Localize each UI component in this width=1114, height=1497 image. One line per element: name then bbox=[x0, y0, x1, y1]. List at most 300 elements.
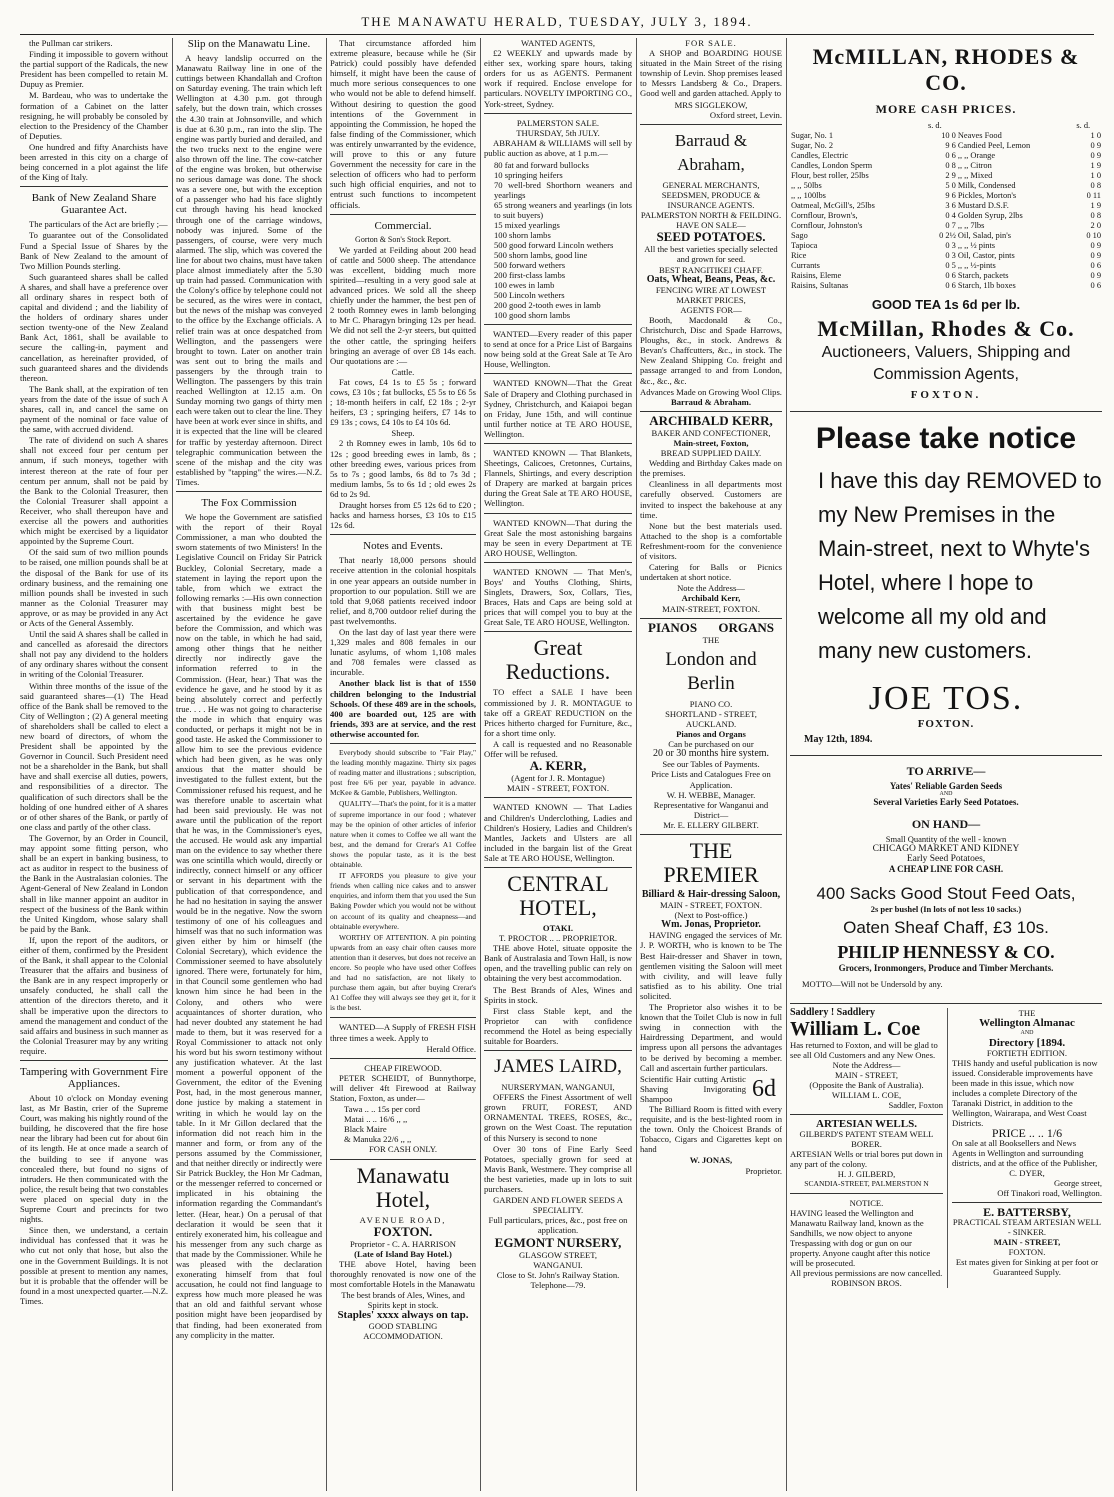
table-cell: Cornflour, Johnston's bbox=[791, 221, 863, 230]
bottom-ads-left bbox=[790, 1008, 948, 1288]
table-cell: Oil, Castor, pints bbox=[957, 251, 1015, 260]
divider bbox=[790, 1193, 943, 1194]
table-row bbox=[790, 201, 1102, 211]
ad-name: ARCHIBALD KERR, bbox=[649, 412, 773, 428]
article-text: Finding it impossible to govern without the partial support of the Radicals, the new President has been compelled to retain M. Dupuy as Premier. bbox=[20, 49, 168, 90]
ad-text: A SHOP and BOARDING HOUSE situated in the Main Street of the rising township of Levin. Shop premises leased to Messrs Landsberg & Co., Drapers. Good well and garden attached. Apply to bbox=[640, 48, 782, 99]
ad-text: The Proprietor also wishes it to be known that the Toilet Club is now in full swing in connection with the Hairdressing Department, and would impress upon all persons the advantages to be derived by becoming a member. Call and ascertain further particulars. bbox=[640, 1002, 782, 1073]
ad-name: MRS SIGGLEKOW, bbox=[674, 99, 748, 110]
ad-text: Full particulars, prices, &c., post free on application. bbox=[488, 1215, 628, 1236]
list-item: 500 good forward Lincoln wethers bbox=[494, 240, 614, 251]
table-cell: 0 6 bbox=[945, 151, 956, 160]
ad-text: None but the best materials used. Attached to the shop is a comfortable Refreshment-room for the convenience of visitors. bbox=[640, 520, 782, 562]
right-panel bbox=[790, 38, 1102, 1491]
table-cell: Rice bbox=[791, 251, 807, 260]
ad-text: Has returned to Foxton, and will be glad to see all Old Customers and any New Ones. bbox=[790, 1040, 938, 1060]
divider bbox=[484, 513, 632, 514]
bottom-ads-right bbox=[948, 1008, 1102, 1288]
table-cell: 0 9 bbox=[1090, 151, 1101, 160]
column-rule bbox=[480, 38, 481, 1491]
table-cell: 0 8 bbox=[1090, 181, 1101, 190]
divider bbox=[484, 1050, 632, 1051]
table-cell: Neaves Food bbox=[957, 131, 1002, 140]
price-table bbox=[790, 121, 1102, 291]
price-box bbox=[640, 1074, 782, 1104]
notice-headline: Please take notice bbox=[815, 422, 1077, 455]
list-item: 100 good shorn lambs bbox=[494, 310, 571, 321]
table-row bbox=[790, 131, 1102, 141]
ad-address: Off Tinakori road, Wellington. bbox=[997, 1188, 1102, 1198]
ad-text: Wedding and Birthday Cakes made on the premises. bbox=[640, 458, 782, 479]
ad-text: (Agent for J. R. Montague) bbox=[511, 773, 605, 784]
list-item: 80 fat and forward bullocks bbox=[494, 160, 589, 171]
table-row bbox=[790, 251, 1102, 261]
ad-text: MOTTO—Will not be Undersold by any. bbox=[802, 979, 943, 989]
ad-name: Barraud & Abraham, bbox=[674, 130, 748, 174]
divider bbox=[790, 1114, 943, 1115]
ad-text: Over 30 tons of Fine Early Seed Potatoes, specially grown for seed at Mavis Bank, Westmere. They comprise all the best varieties, made up in lots to suit purchasers. bbox=[484, 1143, 632, 1195]
ad-text: Small Quantity of the well - known bbox=[885, 834, 1007, 844]
ad-name: PHILIP HENNESSY & CO. bbox=[837, 942, 1055, 962]
divider bbox=[20, 186, 168, 187]
hotel-address: AVENUE ROAD, bbox=[359, 1214, 447, 1225]
divider bbox=[790, 1003, 1102, 1004]
ad-headline: ARTESIAN WELLS. bbox=[816, 1118, 917, 1130]
article-headline: Notes and Events. bbox=[363, 540, 443, 553]
article-text: Until the said A shares shall be called in and cancelled as aforesaid the directors shall not pay any dividend to the holders of any ordinary shares without the consent in writing of the Colonial Treasurer. bbox=[20, 629, 168, 680]
article-text: IT AFFORDS you pleasure to give your friends when calling nice cakes and to answer enquiries, and inform them that you used the Sun Baking Powder which you would not be without on account of its quality and cheapness—and obtainable everywhere. bbox=[330, 871, 476, 931]
ad-text: W. H. WEBBE, Manager. bbox=[666, 789, 756, 800]
table-cell: ,, ,, Mixed bbox=[957, 171, 993, 180]
divider bbox=[484, 797, 632, 798]
ad-text: The Billiard Room is fitted with every requisite, and is the best-lighted room in the town. Only the Choicest Brands of Tobacco, Cigars and Cigarettes kept on hand bbox=[640, 1103, 782, 1155]
ad-date: THURSDAY, 5th JULY. bbox=[516, 127, 600, 138]
ad-text: TO effect a SALE I have been commissioned by J. R. MONTAGUE to take off a GREAT REDUCTION on the Prices hitherto charged for Furniture, &c., for a short time only. bbox=[484, 687, 632, 738]
table-cell: ,, ,, 100lbs bbox=[791, 191, 826, 200]
hotel-proprietor: Proprietor - C. A. HARRISON bbox=[350, 1238, 456, 1249]
column-rule bbox=[636, 38, 637, 1491]
ad-address: PALMERSTON NORTH & FEILDING. bbox=[640, 210, 782, 221]
ad-highlight: GOOD TEA 1s 6d per lb. bbox=[871, 297, 1021, 312]
ad-highlight: SEED POTATOES. bbox=[656, 229, 766, 245]
article-text: 2 th Romney ewes in lamb, 10s 6d to 12s ; good breeding ewes in lamb, 8s ; other breeding ewes, various prices from 5s to 7s ; good lambs, 6s 8d to 7s 3d ; medium lambs, 5s to 6s 1d ; old ewes 2s 6d to 2s 9d. bbox=[330, 438, 476, 499]
table-cell: 0 3 bbox=[945, 251, 956, 260]
table-cell: 0 9 bbox=[1090, 241, 1101, 250]
ad-price: PRICE .. .. 1/6 bbox=[991, 1126, 1063, 1140]
ad-text: Several Varieties Early Seed Potatoes. bbox=[873, 797, 1019, 807]
ad-name: Wellington Almanac bbox=[979, 1017, 1075, 1029]
list-item: 500 shorn lambs, good line bbox=[494, 250, 588, 261]
ad-name: H. J. GILBERD, bbox=[837, 1169, 896, 1179]
ad-address: MAIN - STREET, FOXTON. bbox=[506, 783, 610, 794]
ad-text: ABRAHAM & WILLIAMS will sell by public auction as above, at 1 p.m.— bbox=[484, 137, 632, 158]
ad-name: Wm. Jonas, Proprietor. bbox=[661, 919, 761, 931]
divider bbox=[20, 1060, 168, 1061]
list-item: 65 strong weaners and yearlings (in lots to suit buyers) bbox=[494, 200, 632, 221]
ad-text: PETER SCHEIDT, of Bunnythorpe, will deliver 4ft Firewood at Railway Station, Foxton, as under— bbox=[330, 1072, 476, 1103]
ad-name: William L. Coe bbox=[790, 1018, 921, 1040]
ad-text: Cleanliness in all departments most carefully observed. Customers are invited to inspect the bakehouse at any time. bbox=[640, 479, 782, 520]
table-cell: Sugar, No. 2 bbox=[791, 141, 834, 150]
ad-name: WILLIAM L. COE, bbox=[831, 1090, 902, 1100]
ad-text: Representative for Wanganui and District— bbox=[653, 799, 769, 820]
ad-headline: 400 Sacks Good Stout Feed Oats, bbox=[816, 884, 1076, 903]
price: 6d bbox=[752, 1075, 776, 1102]
divider bbox=[484, 562, 632, 563]
ad-text: Saddler, Foxton bbox=[888, 1100, 943, 1110]
table-cell: 0 6 bbox=[1090, 281, 1101, 290]
table-row bbox=[790, 151, 1102, 161]
table-row bbox=[790, 271, 1102, 281]
divider bbox=[640, 124, 782, 125]
ad-name: Directory [1894. bbox=[988, 1037, 1066, 1049]
ad-subtitle: Auctioneers, Valuers, Shipping and Commission Agents, bbox=[821, 344, 1071, 383]
divider bbox=[484, 324, 632, 325]
article-text: One hundred and fifty Anarchists have been arrested in this city on a charge of being concerned in a plot against the life of the King of Italy. bbox=[20, 141, 168, 183]
table-cell: Candles, Electric bbox=[791, 151, 849, 160]
divider bbox=[330, 214, 476, 215]
ad-text: AND bbox=[1020, 1030, 1034, 1036]
table-cell: 9 6 bbox=[945, 141, 956, 150]
ad-text: WANTED KNOWN—That the Great Sale of Drapery and Clothing purchased in Sydney, Christchurch, and Kaiapoi began on Friday, June 15th, and will continue until further notice at TE ARO HOUSE, Wellington. bbox=[484, 378, 632, 439]
table-header: s. d. bbox=[1076, 121, 1091, 130]
ad-address: WANGANUI. bbox=[533, 1259, 583, 1270]
article-text: Since then, we understand, a certain individual has confessed that it was he who cut not only that hose, but also the one in the Government Buildings. It is not possible at present to mention any names, but it is probable that the offender will be found in a most unexpected quarter.—N.Z. Times. bbox=[20, 1225, 168, 1306]
column-4 bbox=[484, 38, 632, 1491]
table-row bbox=[790, 221, 1102, 231]
article-text: The Governor, by an Order in Council, may appoint some fitting person, who shall be an expert in banking business, to act as auditor in respect to the business of the Bank in the Australasian colonies. The Agent-General of New Zealand in London shall in like manner appoint an auditor in respect of the business of the Bank within the United Kingdom, whose salary shall be paid by the Bank. bbox=[20, 832, 168, 934]
table-cell: 0 8 bbox=[945, 161, 956, 170]
ad-address: FOXTON. bbox=[910, 389, 982, 401]
table-cell: 1 9 bbox=[1090, 161, 1101, 170]
list-item: 10 springing heifers bbox=[494, 170, 563, 181]
table-cell: Sugar, No. 1 bbox=[791, 131, 834, 140]
price-line: Tawa .. .. 15s per cord bbox=[344, 1104, 421, 1115]
ad-name: JAMES LAIRD, bbox=[494, 1056, 622, 1078]
ad-title: WANTED AGENTS, bbox=[521, 38, 595, 48]
table-cell: 0 9 bbox=[1090, 271, 1101, 280]
ad-text: Price Lists and Catalogues Free on Application. bbox=[651, 769, 771, 790]
ad-address: MAIN-STREET, FOXTON. bbox=[662, 603, 760, 614]
table-cell: Starch, packets bbox=[957, 271, 1009, 280]
table-cell: 0 8 bbox=[1090, 211, 1101, 220]
ad-text: Early Seed Potatoes, bbox=[906, 854, 986, 864]
ad-address: FOXTON. bbox=[917, 718, 975, 730]
ad-text: A call is requested and no Reasonable Offer will be refused. bbox=[484, 738, 632, 760]
ad-name: E. BATTERSBY, bbox=[983, 1205, 1071, 1219]
ad-text: Yates' Reliable Garden Seeds bbox=[889, 781, 1003, 791]
hotel-town: FOXTON. bbox=[373, 1223, 433, 1239]
ad-headline: ON HAND— bbox=[911, 817, 981, 831]
article-text: About 10 o'clock on Monday evening last, as Mr Bastin, crier of the Supreme Court, was making his nightly round of the building, he discovered that the fire hose near the library had been cut for about 6in of its length. He at once made a search of the building to see if anyone was concealed there, but found no signs of intruders. He then communicated with the police, the result being that two constables were placed on special duty in the Supreme Court and precincts for two nights. bbox=[20, 1093, 168, 1225]
table-cell: 0 6 bbox=[945, 281, 956, 290]
ad-text: £2 WEEKLY and upwards made by either sex, working spare hours, taking orders for us as AGENTS. Permanent work if required. Enclose envelope for particulars. NOVELTY IMPORTING CO., York-street, Sydney. bbox=[484, 48, 632, 109]
table-header: s. d. bbox=[927, 121, 942, 130]
table-cell: 1 9 bbox=[1090, 201, 1101, 210]
list-item: 200 first-class lambs bbox=[494, 270, 566, 281]
ad-text: See our Tables of Payments. bbox=[662, 759, 760, 770]
article-text: We yarded at Feilding about 200 head of cattle and 5000 sheep. The attendance was excellent, bidding much more spirited—resulting in a very good sale at advanced prices. We sold all the sheep chiefly under the hammer, the best pen of 2 tooth Romney ewes in lamb belonging to Mr C. Pharagyn bringing 12s per head. We did not sell the 2-yr steers, but quitted the other cattle, the springing heifers bringing an average of over £8 14s each. Our quotations are :— bbox=[330, 244, 476, 366]
table-cell: 0 9 bbox=[1090, 251, 1101, 260]
ad-address: SHORTLAND - STREET, bbox=[665, 708, 757, 719]
column-3 bbox=[330, 38, 476, 1491]
ad-name: Archibald Kerr, bbox=[681, 593, 741, 604]
ad-highlight: Staples' xxxx always on tap. bbox=[337, 1309, 469, 1322]
ad-text: HAVING engaged the services of Mr. J. P. WORTH, who is known to be The Best Hair-dresser and Shaver in town, gentlemen visiting the Saloon will meet with civility, and will leave fully satisfied as to his ability. One trial solicited. bbox=[640, 930, 782, 1001]
ad-address: FOXTON. bbox=[1008, 1247, 1046, 1257]
ad-text: WANTED KNOWN — That Men's, Boys' and Youths Clothing, Shirts, Singlets, Drawers, Sox, Collars, Ties, Braces, Hats and Caps are being sold at prices that will compel you to buy at the Great Sale, TE ARO HOUSE, Wellington. bbox=[484, 566, 632, 628]
table-cell: Raisins, Eleme bbox=[791, 271, 842, 280]
divider bbox=[952, 1202, 1102, 1203]
table-row bbox=[790, 281, 1102, 291]
table-row bbox=[790, 241, 1102, 251]
notice-body: I have this day REMOVED to my New Premises in the Main-street, next to Whyte's Hotel, where I hope to welcome all my old and many new customers. bbox=[818, 468, 1102, 663]
ad-text: Proprietor. bbox=[745, 1165, 782, 1176]
ad-text: Scientific Hair cutting Artistic Shaving Invigorating Shampoo bbox=[640, 1073, 746, 1104]
article-text: Within three months of the issue of the said guaranteed shares—(1) The Head office of the Bank shall be removed to the City of Wellington ; (2) A general meeting of shareholders shall be called to elect a new board of directors, of whom the President shall be appointed by the Governor in Council. Such President need not be a shareholder in the Bank, but shall have and shall exercise all duties, powers, and responsibilities of a director. The qualification of such directors shall be the holding of one hundred either of A shares or of other shares of the Bank, or partly of one class and partly of the other class. bbox=[20, 680, 168, 832]
ad-address: AUCKLAND. bbox=[685, 718, 737, 729]
ad-text: HAVING leased the Wellington and Manawatu Railway land, known as the Sandhills, we now object to anyone Trespassing with dog or gun on our property. Anyone caught after this notice will be prosecuted. bbox=[790, 1208, 931, 1268]
ad-text: OFFERS the Finest Assortment of well grown FRUIT, FOREST, AND ORNAMENTAL TREES, ROSES, &c., grown on the West Coast. The reputation of this Nursery is second to none bbox=[484, 1092, 632, 1143]
divider bbox=[640, 411, 782, 412]
ad-address: MAIN - STREET, bbox=[834, 1070, 899, 1080]
ad-text: (Opposite the Bank of Australia). bbox=[809, 1080, 924, 1090]
ad-text: WANTED KNOWN—That during the Great Sale the most astonishing bargains may be seen in every Department at TE ARO HOUSE, Wellington. bbox=[484, 517, 632, 558]
ad-text: Close to St. John's Railway Station. bbox=[496, 1269, 620, 1280]
ad-title: FOR SALE. bbox=[685, 38, 737, 48]
list-item: 15 mixed yearlings bbox=[494, 220, 560, 231]
ad-name: McMILLAN, RHODES & CO. bbox=[812, 44, 1080, 95]
ad-signature: W. JONAS, bbox=[689, 1155, 733, 1166]
masthead-rule bbox=[20, 34, 1094, 35]
table-cell: 0 6 bbox=[1090, 261, 1101, 270]
ad-highlight: Oats, Wheat, Beans, Peas, &c. bbox=[646, 273, 776, 285]
article-text: Such guaranteed shares shall be called A shares, and shall have a preference over all ordinary shares in respect both of capital and dividend ; and the liability of the holders of ordinary shares under section twenty-one of the New Zealand Bank Act, 1861, shall be available to secure the calling-in, payment and cancellation, as hereinafter provided, of such guaranteed shares and the dividends thereon. bbox=[20, 271, 168, 383]
ad-address: Main-street, Foxton, bbox=[673, 438, 749, 448]
table-cell: ,, ,, Orange bbox=[957, 151, 996, 160]
list-item: 100 ewes in lamb bbox=[494, 280, 555, 291]
ad-text: GENERAL MERCHANTS, SEEDSMEN, PRODUCE & INSURANCE AGENTS. bbox=[661, 179, 761, 210]
table-cell: Mustard D.S.F. bbox=[957, 201, 1009, 210]
article-text: Draught horses from £5 12s 6d to £20 ; hacks and harness horses, £3 10s to £15 12s 6d. bbox=[330, 500, 476, 531]
ad-text: WANTED KNOWN — That Ladies and Children's Underclothing, Ladies and Children's Hosiery, Ladies and Children's Mantles, Jackets and Ulsters are all included in the bargain list of the Great Sale at TE ARO HOUSE, Wellington. bbox=[484, 802, 632, 863]
ad-text: FORTIETH EDITION. bbox=[986, 1048, 1068, 1058]
ad-name: JOE TOS. bbox=[868, 680, 1024, 717]
article-text: A heavy landslip occurred on the Manawatu Railway line in one of the cuttings between Khandallah and Crofton on Saturday evening. The train which left Wellington at 4.30 p.m. got through safely, but the down train, which crosses the 4.30 train at Johnsonville, and which is due at 6.30 p.m., ran into the slip. The engine was partly buried and derailed, and the two trucks next to the engine were also thrown off the line. The cow-catcher of the engine was broken, but otherwise no serious damage was done. The shock was a severe one, but with the exception of a passenger who had his face slightly cut through having his head knocked through one of the carriage windows, nobody was injured. Some of the passengers, of course, were very much alarmed. The slip, which was covered the line for about two chains, must have taken place almost immediately after the 5.30 up train had passed. Communication with the Colony's office by telephone could not be secured, as the wires were in contact, but the news of the mishap was conveyed to the office by the Exchange officials. A relief train was at once despatched from Wellington, and the passengers were brought to town. Later on another train was sent out to bring the mails and passengers by the through train to Wellington. The passengers by this train reached Wellington at 12.15 a.m. On Sunday morning two gangs of thirty men each were taken out to clear the line. They have been at work ever since in shifts, and it is expected that the line will be cleared for traffic by yesterday afternoon. Direct telegraphic communication between the scene of the mishap and the city was established by "tapping" the wires.—N.Z. Times. bbox=[176, 53, 322, 487]
article-text: Everybody should subscribe to "Fair Play," the leading monthly magazine. Thirty six pages of reading matter and illustrations ; subscription, post free 6/6 per year, payable in advance. McKee & Gamble, Publishers, Wellington. bbox=[330, 748, 476, 798]
hotel-name: Manawatu Hotel, bbox=[356, 1162, 450, 1212]
ad-text: First class Stable kept, and the Proprietor can with confidence recommend the Hotel as being especially suitable for Boarders. bbox=[484, 1005, 632, 1046]
ad-text: AGENTS FOR— bbox=[680, 304, 742, 315]
section-label: Cattle. bbox=[391, 366, 415, 377]
ad-name: THE PREMIER bbox=[663, 838, 759, 887]
column-rule bbox=[326, 38, 327, 1491]
table-row bbox=[790, 261, 1102, 271]
ad-text: The Best Brands of Ales, Wines and Spirits in stock. bbox=[484, 984, 632, 1005]
table-cell: Starch, 1lb boxes bbox=[957, 281, 1016, 290]
table-cell: Oatmeal, McGill's, 25lbs bbox=[791, 201, 875, 210]
ad-subtitle: PRACTICAL STEAM ARTESIAN WELL - SINKER. bbox=[952, 1217, 1102, 1237]
divider bbox=[484, 113, 632, 114]
ad-text: Grocers, Ironmongers, Produce and Timber Merchants. bbox=[838, 963, 1054, 973]
table-cell: Candied Peel, Lemon bbox=[957, 141, 1031, 150]
column-2 bbox=[176, 38, 322, 1491]
ad-headline: Great Reductions. bbox=[505, 635, 611, 685]
list-item: 500 Lincoln wethers bbox=[494, 290, 565, 301]
table-cell: Raisins, Sultanas bbox=[791, 281, 849, 290]
ad-signature: Barraud & Abraham. bbox=[671, 396, 751, 407]
ad-headline: NOTICE. bbox=[849, 1198, 884, 1208]
ad-name: McMillan, Rhodes & Co. bbox=[817, 316, 1075, 341]
table-cell: Candles, London Sperm bbox=[791, 161, 873, 170]
masthead: THE MANAWATU HERALD, TUESDAY, JULY 3, 1894. bbox=[361, 14, 753, 29]
ad-headline: TO ARRIVE— bbox=[906, 764, 986, 778]
bottom-ads bbox=[790, 1008, 1102, 1288]
divider bbox=[330, 1159, 476, 1160]
ad-name: A. KERR, bbox=[529, 758, 587, 774]
ad-title: CHEAP FIREWOOD. bbox=[364, 1062, 442, 1073]
divider bbox=[640, 618, 782, 619]
divider bbox=[484, 373, 632, 374]
ad-signature: ROBINSON BROS. bbox=[831, 1278, 902, 1288]
table-cell: Currants bbox=[791, 261, 820, 270]
table-cell: 2 0 bbox=[1090, 221, 1101, 230]
ad-title: PALMERSTON SALE. bbox=[516, 117, 600, 128]
ad-address: Oxford street, Levin. bbox=[709, 109, 782, 120]
table-cell: 0 5 bbox=[945, 261, 956, 270]
ad-text: Note the Address— bbox=[832, 1060, 901, 1070]
ad-text: All the best varieties specially selected and grown for seed. bbox=[644, 244, 778, 265]
sale-list bbox=[494, 160, 632, 320]
divider bbox=[790, 411, 1102, 412]
table-cell: ,, ,, ½-pints bbox=[957, 261, 996, 270]
ad-highlight: A CHEAP LINE FOR CASH. bbox=[888, 864, 1004, 874]
table-cell: 0 3 bbox=[945, 241, 956, 250]
ad-text: CHICAGO MARKET AND KIDNEY bbox=[872, 844, 1020, 854]
article-text: M. Bardeau, who was to undertake the formation of a Cabinet on the latter resigning, he will probably be consoled by election to the Presidency of the Chamber of Deputies. bbox=[20, 90, 168, 141]
table-cell: 0 6 bbox=[945, 271, 956, 280]
ad-address: MAIN - STREET, FOXTON. bbox=[659, 900, 763, 911]
ad-address: MAIN - STREET, bbox=[993, 1237, 1061, 1247]
table-cell: 9 6 bbox=[945, 191, 956, 200]
ad-highlight: GARDEN AND FLOWER SEEDS A SPECIALITY. bbox=[493, 1195, 623, 1216]
article-text: The particulars of the Act are briefly ;— bbox=[29, 219, 168, 230]
ad-text: Est mates given for Sinking at per foot or Guaranteed Supply. bbox=[955, 1257, 1099, 1277]
table-row bbox=[790, 141, 1102, 151]
article-text: WORTHY OF ATTENTION. A pin pointing upwards from an easy chair often causes more attention than it deserves, but does not receive an encore. So people who have used other Coffees and had no satisfaction, are not likely to purchase them again, but after buying Crerar's A1 Coffee they will always see they get it, for it is the best. bbox=[330, 932, 476, 1013]
ad-date: May 12th, 1894. bbox=[804, 734, 873, 745]
ad-name: London and Berlin bbox=[665, 648, 757, 694]
column-1 bbox=[20, 38, 168, 1491]
table-cell: Pickles, Morton's bbox=[957, 191, 1017, 200]
article-subhead: Gorton & Son's Stock Report. bbox=[355, 234, 451, 244]
divider bbox=[640, 834, 782, 835]
ad-text: WANTED—A Supply of FRESH FISH three times a week. Apply to bbox=[330, 1022, 476, 1043]
divider bbox=[176, 491, 322, 492]
ad-text: BEST RANGITIKEI CHAFF. bbox=[659, 264, 763, 275]
table-cell: 2 9 bbox=[945, 171, 956, 180]
article-text: QUALITY—That's the point, for it is a matter of supreme importance in our food ; whatever may be the opinion of other articles of inferior nature when it comes to Coffee we all want the best, and the demand for Crerar's A1 Coffee shows the popular taste, as it is the best obtainable. bbox=[330, 799, 476, 870]
table-cell: 1 0 bbox=[1090, 171, 1101, 180]
table-cell: 0 11 bbox=[1086, 191, 1101, 200]
hotel-note: (Late of Island Bay Hotel.) bbox=[354, 1248, 452, 1259]
ad-address: GLASGOW STREET, bbox=[519, 1249, 597, 1260]
table-cell: Sago bbox=[791, 231, 808, 240]
ad-text: THE bbox=[702, 634, 720, 645]
article-text: the Pullman car strikers. bbox=[29, 38, 113, 48]
ad-text: GILBERD'S PATENT STEAM WELL BORER. bbox=[799, 1129, 934, 1149]
ad-subtitle: NURSERYMAN, WANGANUI, bbox=[501, 1082, 615, 1093]
article-text: If, upon the report of the auditors, or either of them, confirmed by the President of the Bank, it shall appear to the Colonial Treasurer that the affairs and business of the Bank are in any respect improperly or unsafely conducted, he shall call the attention of the directors thereto, and it shall be imperative upon the directors to amend the management and conduct of the said affairs and business in such manner as the Colonial Treasurer may by any writing require. bbox=[20, 934, 168, 1056]
ad-subtitle: BAKER AND CONFECTIONER, bbox=[651, 427, 771, 438]
ad-text: FENCING WIRE AT LOWEST MARKET PRICES, bbox=[655, 284, 767, 305]
ad-text: WANTED—Every reader of this paper to send at once for a Price List of Bargains now being sold at the Great Sale at Te Aro House, Wellington. bbox=[484, 329, 632, 370]
table-row bbox=[790, 191, 1102, 201]
article-text: We hope the Government are satisfied with the report of their Royal Commissioner, a man who doubted the sworn statements of two Ministers! In the Legislative Council on Friday Sir Patrick Buckley, Colonial Secretary, made a statement in laying the report upon the table, from which we extract the following remarks :—His own connection with that business might best be ascertained by the evidence he gave before the Commission, and which was now on the table, in which he had said, among other things that he neither directly nor indirectly gave the information referred to in the Commission. (Hear, hear.) That was the evidence he gave, and he stood by it as being absolutely correct and perfectly true. . . . He was not going to characterise the mode in which that enquiry was conducted, or perhaps it might not be in good taste. He asked the Commissioner to allow him to see the previous evidence which had been given, as he was only anxious that the matter should be investigated to the fullest extent, but the Commissioner refused his request, and he was therefore unable to ascertain what had been said previously. He was not aware until the publication of the report that he was, in the Commissioner's eyes, the accused. He would ask any impartial man on the evidence to say whether there was one scintilla which would, directly or indirectly, connect himself or any officer or servant in his department with the publication of that correspondence, and he had no hesitation in saying the answer would be in the negative. Now the sworn testimony of one of his colleagues and himself was that no such information was given either by him or himself (the Colonial Secretary), which evidence the Commissioner seemed to have absolutely ignored. There were, fortunately for him, in that Council some gentlemen who had known him since he had been in the Colony, and others who were acquaintances of shorter duration, who had never doubted any statement he had made to them, but it was reserved for a Royal Commissioner to attack not only his word but his sworn testimony without any justification whatever. At the last moment a powerful opponent of the Government, the editor of the Evening Post, had, in the most generous manner, done justice by making a statement in writing in which he would lay on the table. In it Mr Gillon declared that the information did not reach him in the manner and form, or from any of the persons assumed by the Commissioner, and that neither directly or indirectly were Sir Patrick Buckley, the Hon Mr Cadman, or the messenger referred to concerned or implicated in his obtaining the information regarding the Commandant's letter. (Hear, hear.) On a perusal of that declaration it would be seen that it entirely exonerated him, his colleague and his messenger from any such charge as that made by the Commissioner. While he was pleased with the declaration exonerating himself from that foul accusation, he could not find language to express how much more pleased he was that an old and faithful servant whose position might have been jeopardised by that finding, had been exonerated from any complicity in the matter. bbox=[176, 512, 322, 1340]
ad-text: THIS handy and useful publication is now issued. Considerable improvements have been made in this issue, which now includes a complete Directory of the Taranaki District, in addition to the Wellington, Wairarapa, and West Coast Districts. bbox=[952, 1058, 1098, 1128]
article-text: The rate of dividend on such A shares shall not exceed four per centum per annum, if such moneys, together with interest thereon at the rate of four per centum per annum, shall not be paid by the Bank to the Colonial Treasurer, then the Colonial Treasurer shall appoint a Receiver, who shall thereupon have and exercise all the powers and authorities which might be exercised by a liquidator appointed by the Supreme Court. bbox=[20, 435, 168, 547]
column-5 bbox=[640, 38, 782, 1491]
ad-headline: Oaten Sheaf Chaff, £3 10s. bbox=[843, 918, 1049, 937]
table-cell: Tapioca bbox=[791, 241, 818, 250]
ad-name: EGMONT NURSERY, bbox=[494, 1234, 622, 1250]
table-cell: ,, ,, Citron bbox=[957, 161, 992, 170]
list-item: 100 shorn lambs bbox=[494, 230, 551, 241]
ad-text: HAVE ON SALE— bbox=[676, 220, 746, 231]
hotel-town: OTAKI. bbox=[542, 922, 574, 933]
ad-text: Telephone—79. bbox=[530, 1279, 586, 1290]
ad-text: 2s per bushel (In lots of not less 10 sacks.) bbox=[870, 904, 1022, 914]
article-headline: The Fox Commission bbox=[201, 497, 297, 510]
section-label: Sheep. bbox=[391, 428, 415, 439]
article-text: That nearly 18,000 persons should receive attention in the colonial hospitals in one year appears an outside number in proportion to our population. Still we are told that 9,068 patients received indoor relief, and 8,700 outdoor relief during the past twelvemonths. bbox=[330, 555, 476, 626]
ad-text: BREAD SUPPLIED DAILY. bbox=[660, 448, 762, 459]
ad-signature: Herald Office. bbox=[426, 1043, 476, 1054]
ad-text: THE bbox=[1018, 1008, 1036, 1018]
article-text: Another black list is that of 1550 children belonging to the Industrial Schools. Of these 489 are in the schools, 400 are boarded out, 125 are with friends, 393 are at service, and the rest otherwise accounted for. bbox=[330, 678, 476, 739]
ad-text: ARTESIAN Wells or trial bores put down in any part of the colony. bbox=[790, 1149, 943, 1169]
divider bbox=[484, 443, 632, 444]
table-cell: 0 4 bbox=[945, 211, 956, 220]
table-cell: 5 0 bbox=[945, 181, 956, 190]
price-line: Black Maire bbox=[344, 1124, 387, 1135]
table-row bbox=[790, 161, 1102, 171]
divider bbox=[330, 534, 476, 535]
ad-text: WANTED KNOWN — That Blankets, Sheetings, Calicoes, Cretonnes, Curtains, Flannels, Shirtings, and every description of Drapery are marked at bargain prices during the Great Sale at TE ARO HOUSE, Wellington. bbox=[484, 447, 632, 509]
ad-text: Advances Made on Growing Wool Clips. bbox=[640, 386, 782, 397]
table-cell: 0 10 bbox=[1086, 231, 1101, 240]
divider bbox=[330, 743, 476, 744]
ad-text: Booth, Macdonald & Co., Christchurch, Disc and Spade Harrows, Ploughs, &c., in stock. Andrews & Bevan's Chaffcutters, &c., in stock. The New Zealand Shipping Co. freight and passage arranged to and from London, &c., &c., &c. bbox=[640, 314, 782, 386]
ad-text: All previous permissions are now cancelled. bbox=[790, 1268, 943, 1278]
table-cell: 1 0 bbox=[1090, 131, 1101, 140]
price-line: & Manuka 22/6 ,, ,, bbox=[344, 1134, 412, 1145]
price-line: Matai .. .. 16/6 ,, ,, bbox=[344, 1114, 408, 1125]
ad-address: George street, bbox=[1053, 1178, 1102, 1188]
ad-headline: Saddlery ! Saddlery bbox=[790, 1007, 876, 1018]
list-item: 200 good 2-tooth ewes in lamb bbox=[494, 300, 601, 311]
column-rule bbox=[172, 38, 173, 1491]
article-headline: Tampering with Government Fire Appliances. bbox=[20, 1066, 168, 1090]
table-cell: ,, ,, 7lbs bbox=[957, 221, 985, 230]
article-text: Fat cows, £4 1s to £5 5s ; forward cows, £3 10s ; fat bullocks, £5 5s to £6 5s ; 18-month heifers in calf, £2 18s ; 2-yr heifers, £3 ; springing heifers, £7 14s to £9 13s ; cows, £4 10s to £4 10s 6d. bbox=[330, 376, 476, 428]
article-text: That circumstance afforded him extreme pleasure, because while he (Sir Patrick) could possibly have defended himself, it might have been the cause of much more serious consequences to one who would not be able to defend himself. Without desiring to question the good intentions of the Government in appointing the Commission, he hoped the false finding of the Commissioner, which was entirely unwarranted by the evidence, will prove to this or any future Government the necessity for care in the selection of officers who had to perform such high official enquiries, and not to entrust such functions to incompetent officials. bbox=[330, 38, 476, 210]
ad-text: (Next to Post-office.) bbox=[674, 910, 748, 921]
divider bbox=[484, 867, 632, 868]
article-text: The Bank shall, at the expiration of ten years from the date of the issue of such A shares, call in, and cancel the same on payment of the nominal or face value of the same, with accrued dividend. bbox=[20, 383, 168, 435]
ad-text: THE above Hotel, situate opposite the Bank of Australasia and Town Hall, is now open, and the travelling public can rely on obtaining the very best accommodation. bbox=[484, 943, 632, 984]
ad-text: Catering for Balls or Picnics undertaken at short notice. bbox=[640, 562, 782, 583]
